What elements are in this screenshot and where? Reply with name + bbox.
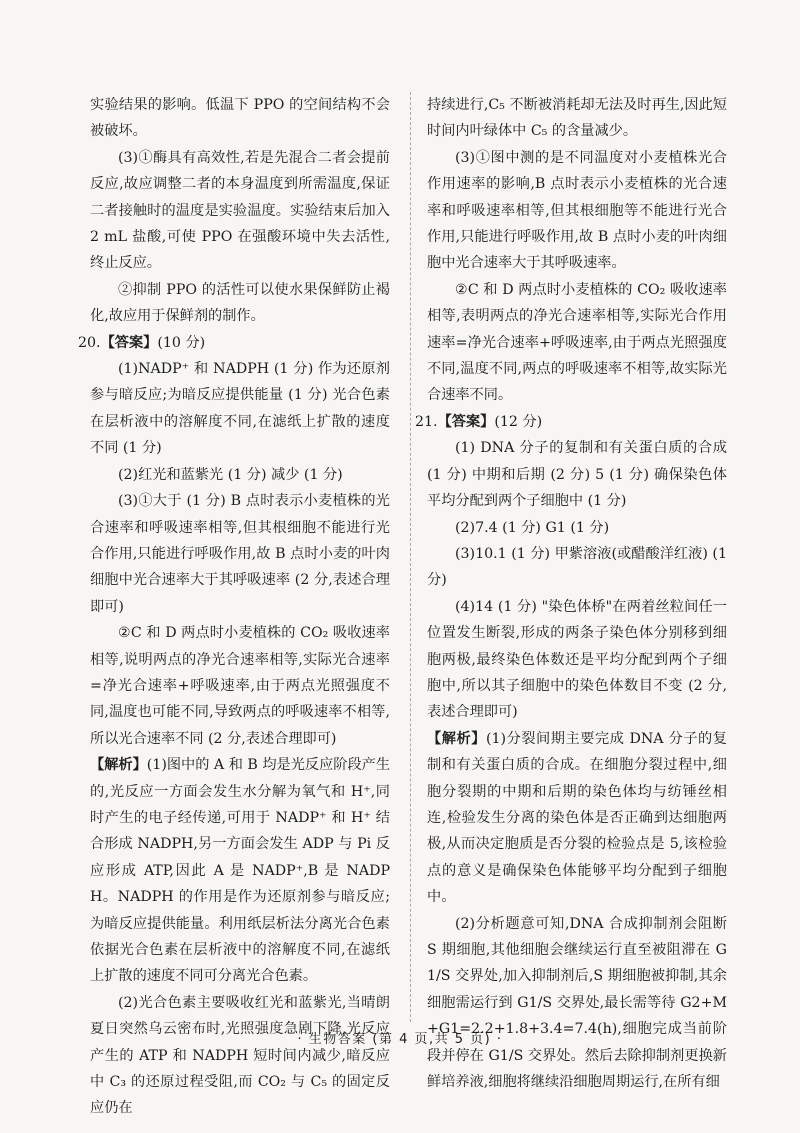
- paragraph: [427, 277, 727, 409]
- paragraph-text: (12 分): [494, 413, 543, 430]
- paragraph: [78, 330, 390, 356]
- paragraph-text: (2)分析题意可知,DNA 合成抑制剂会阻断 S 期细胞,其他细胞会继续运行直至被阻滞在 G1/S 交界处,加入抑制剂后,S 期细胞被抑制,其余细胞需运行到 G1/S 交界处,最长需等待 G2+M+G1=2.2+1.8+3.4=7.4(h),细胞完成当前阶段并停在 G1/S 交界处。然后去除抑制剂更换新鲜培养液,细胞将继续沿细胞周期运行,在所有细: [427, 915, 727, 1091]
- left-column: [78, 92, 391, 1122]
- paragraph-text: (10 分): [157, 334, 206, 351]
- paragraph: [90, 92, 390, 145]
- question-number: 21.: [415, 413, 438, 430]
- paragraph-text: (3)①图中测的是不同温度对小麦植株光合作用速率的影响,B 点时表示小麦植株的光合速率和呼吸速率相等,但其根细胞等不能进行光合作用,只能进行呼吸作用,故 B 点时小麦的叶肉细胞中光合速率大于其呼吸速率。: [427, 149, 727, 272]
- paragraph: [415, 409, 727, 435]
- analysis-label: 【解析】: [427, 730, 486, 747]
- paragraph-text: (2)红光和蓝紫光 (1 分) 减少 (1 分): [118, 466, 343, 483]
- paragraph-text: (2)光合色素主要吸收红光和蓝紫光,当晴朗夏日突然乌云密布时,光照强度急剧下降,光反应产生的 ATP 和 NADPH 短时间内减少,暗反应中 C₃ 的还原过程受阻,而 CO₂ 与 C₅ 的固定反应仍在: [90, 994, 390, 1117]
- paragraph: [90, 462, 390, 488]
- paragraph-text: (2)7.4 (1 分) G1 (1 分): [455, 519, 610, 536]
- paragraph: [427, 92, 727, 145]
- paragraph-text: (4)14 (1 分) "染色体桥"在两着丝粒间任一位置发生断裂,形成的两条子染色体分别移到细胞两极,最终染色体数还是平均分配到两个子细胞中,所以其子细胞中的染色体数目不变 (2 分,表述合理即可): [427, 598, 727, 721]
- paragraph-text: ②C 和 D 两点时小麦植株的 CO₂ 吸收速率相等,表明两点的净光合速率相等,实际光合作用速率=净光合速率+呼吸速率,由于两点光照强度不同,温度不同,两点的呼吸速率不相等,故实际光合速率不同。: [427, 281, 727, 404]
- question-number: 20.: [78, 334, 101, 351]
- paragraph-text: 实验结果的影响。低温下 PPO 的空间结构不会被破坏。: [90, 97, 390, 140]
- paragraph: [427, 541, 727, 594]
- paragraph: [90, 145, 390, 277]
- paragraph: [90, 488, 390, 620]
- paragraph-text: (1)分裂间期主要完成 DNA 分子的复制和有关蛋白质的合成。在细胞分裂过程中,细胞分裂期的中期和后期的染色体均与纺锤丝相连,检验发生分离的染色体是否正确到达细胞两极,从而决定胞质是否分裂的检验点是 5,该检验点的意义是确保染色体能够平均分配到子细胞中。: [427, 730, 727, 906]
- paragraph-text: (3)①酶具有高效性,若是先混合二者会提前反应,故应调整二者的本身温度到所需温度,保证二者接触时的温度是实验温度。实验结束后加入 2 mL 盐酸,可使 PPO 在强酸环境中失去活性,终止反应。: [90, 149, 390, 272]
- answer-label: 【答案】: [437, 413, 495, 430]
- paragraph: [427, 726, 727, 911]
- paragraph: [90, 990, 390, 1122]
- paragraph: [427, 911, 727, 1096]
- paragraph-text: (1)NADP⁺ 和 NADPH (1 分) 作为还原剂参与暗反应;为暗反应提供能量 (1 分) 光合色素在层析液中的溶解度不同,在滤纸上扩散的速度不同 (1 分): [90, 361, 390, 457]
- paragraph-text: ②C 和 D 两点时小麦植株的 CO₂ 吸收速率相等,说明两点的净光合速率相等,实际光合速率=净光合速率+呼吸速率,由于两点光照强度不同,温度也可能不同,导致两点的呼吸速率不相等,所以光合速率不同 (2 分,表述合理即可): [90, 625, 390, 747]
- paragraph-text: ②抑制 PPO 的活性可以使水果保鲜防止褐化,故应用于保鲜剂的制作。: [90, 281, 390, 325]
- right-column: [415, 92, 727, 1095]
- paragraph-text: (1)图中的 A 和 B 均是光反应阶段产生的,光反应一方面会发生水分解为氧气和 H⁺,同时产生的电子经传递,可用于 NADP⁺ 和 H⁺ 结合形成 NADPH,另一方面会发生 ADP 与 Pi 反应形成 ATP,因此 A 是 NADP⁺,B 是 NADPH。NADPH 的作用是作为还原剂参与暗反应;为暗反应提供能量。利用纸层析法分离光合色素依据光合色素在层析液中的溶解度不同,在滤纸上扩散的速度不同可分离光合色素。: [90, 757, 391, 985]
- paragraph: [90, 356, 390, 462]
- answer-label: 【答案】: [100, 334, 158, 351]
- paragraph-text: (1) DNA 分子的复制和有关蛋白质的合成 (1 分) 中期和后期 (2 分) 5 (1 分) 确保染色体平均分配到两个子细胞中 (1 分): [427, 440, 727, 510]
- paragraph-text: (3)①大于 (1 分) B 点时表示小麦植株的光合速率和呼吸速率相等,但其根细胞不能进行光合作用,只能进行呼吸作用,故 B 点时小麦的叶肉细胞中光合速率大于其呼吸速率 (2 分,表述合理即可): [90, 493, 390, 615]
- column-divider: [410, 92, 411, 1022]
- paragraph: [90, 752, 390, 990]
- paragraph: [90, 277, 390, 330]
- paragraph-text: (3)10.1 (1 分) 甲紫溶液(或醋酸洋红液) (1 分): [427, 545, 727, 589]
- paragraph-text: 持续进行,C₅ 不断被消耗却无法及时再生,因此短时间内叶绿体中 C₅ 的含量减少。: [427, 97, 727, 140]
- analysis-label: 【解析】: [90, 757, 147, 774]
- page-footer: · 生物答案 (第 4 页,共 5 页) ·: [297, 1032, 503, 1047]
- paragraph: [427, 594, 727, 726]
- paragraph: [427, 435, 727, 514]
- paragraph: [90, 620, 390, 752]
- paragraph: [427, 515, 727, 541]
- paragraph: [427, 145, 727, 277]
